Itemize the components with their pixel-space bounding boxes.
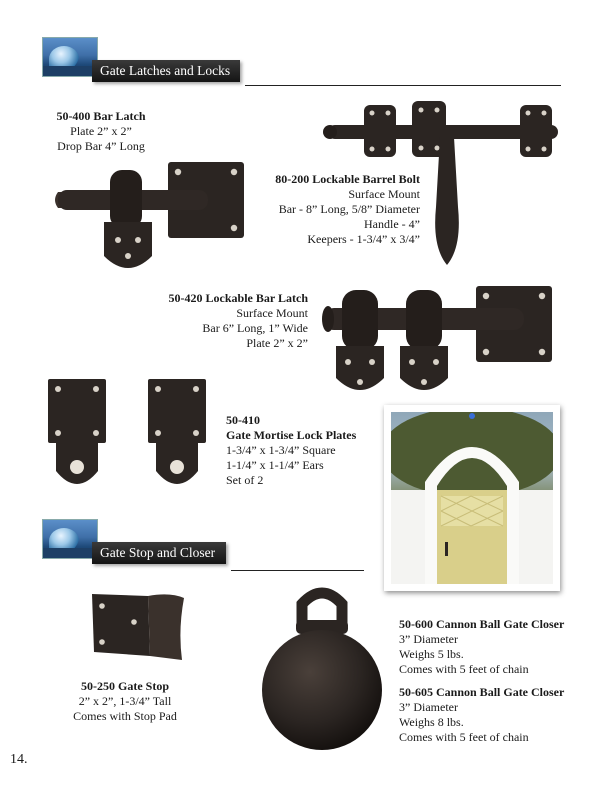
product-code: 80-200 Lockable Barrel Bolt <box>275 172 420 186</box>
product-spec: Bar 6” Long, 1” Wide <box>202 321 308 335</box>
product-spec: 3” Diameter <box>399 700 458 714</box>
wave-logo-icon <box>42 37 98 77</box>
product-code: 50-605 Cannon Ball Gate Closer <box>399 685 565 699</box>
product-spec: Plate 2” x 2” <box>70 124 132 138</box>
section-rule <box>245 85 561 86</box>
product-bar-latch <box>42 109 160 154</box>
gate-photo <box>384 405 560 591</box>
cannon-ball-image <box>252 584 392 750</box>
product-spec: Weighs 8 lbs. <box>399 715 464 729</box>
product-code: 50-400 Bar Latch <box>56 109 146 123</box>
product-cannon-3 <box>399 617 589 677</box>
gate-stop-image <box>88 590 186 662</box>
product-mortise-plates <box>226 413 366 488</box>
section-header-closer: Gate Stop and Closer <box>92 542 226 564</box>
product-spec: 1-3/4” x 1-3/4” Square <box>226 443 336 457</box>
product-name: Gate Mortise Lock Plates <box>226 428 357 442</box>
product-spec: Surface Mount <box>348 187 420 201</box>
bar-latch-image <box>48 160 246 282</box>
product-spec: 2” x 2”, 1-3/4” Tall <box>78 694 172 708</box>
product-code: 50-410 <box>226 413 260 427</box>
product-code: 50-600 Cannon Ball Gate Closer <box>399 617 565 631</box>
product-spec: Bar - 8” Long, 5/8” Diameter <box>278 202 420 216</box>
product-code: 50-420 Lockable Bar Latch <box>168 291 308 305</box>
product-spec: Drop Bar 4” Long <box>57 139 145 153</box>
product-gate-stop <box>62 679 188 724</box>
product-spec: 1-1/4” x 1-1/4” Ears <box>226 458 324 472</box>
product-spec: Keepers - 1-3/4” x 3/4” <box>307 232 420 246</box>
section-rule <box>231 570 364 571</box>
section-header-latches: Gate Latches and Locks <box>92 60 240 82</box>
product-spec: Comes with 5 feet of chain <box>399 662 529 676</box>
product-spec: 3” Diameter <box>399 632 458 646</box>
product-spec: Comes with 5 feet of chain <box>399 730 529 744</box>
product-lockable-bar-latch <box>160 291 308 351</box>
product-spec: Surface Mount <box>236 306 308 320</box>
mortise-plates-image <box>44 377 224 497</box>
lockable-bar-latch-image <box>316 284 556 404</box>
product-spec: Plate 2” x 2” <box>246 336 308 350</box>
product-spec: Set of 2 <box>226 473 264 487</box>
product-code: 50-250 Gate Stop <box>81 679 169 693</box>
product-spec: Handle - 4” <box>364 217 420 231</box>
page-number: 14. <box>10 752 28 767</box>
wave-logo-icon <box>42 519 98 559</box>
product-cannon-8 <box>399 685 589 745</box>
product-spec: Comes with Stop Pad <box>73 709 177 723</box>
product-spec: Weighs 5 lbs. <box>399 647 464 661</box>
product-barrel-bolt <box>254 172 420 247</box>
